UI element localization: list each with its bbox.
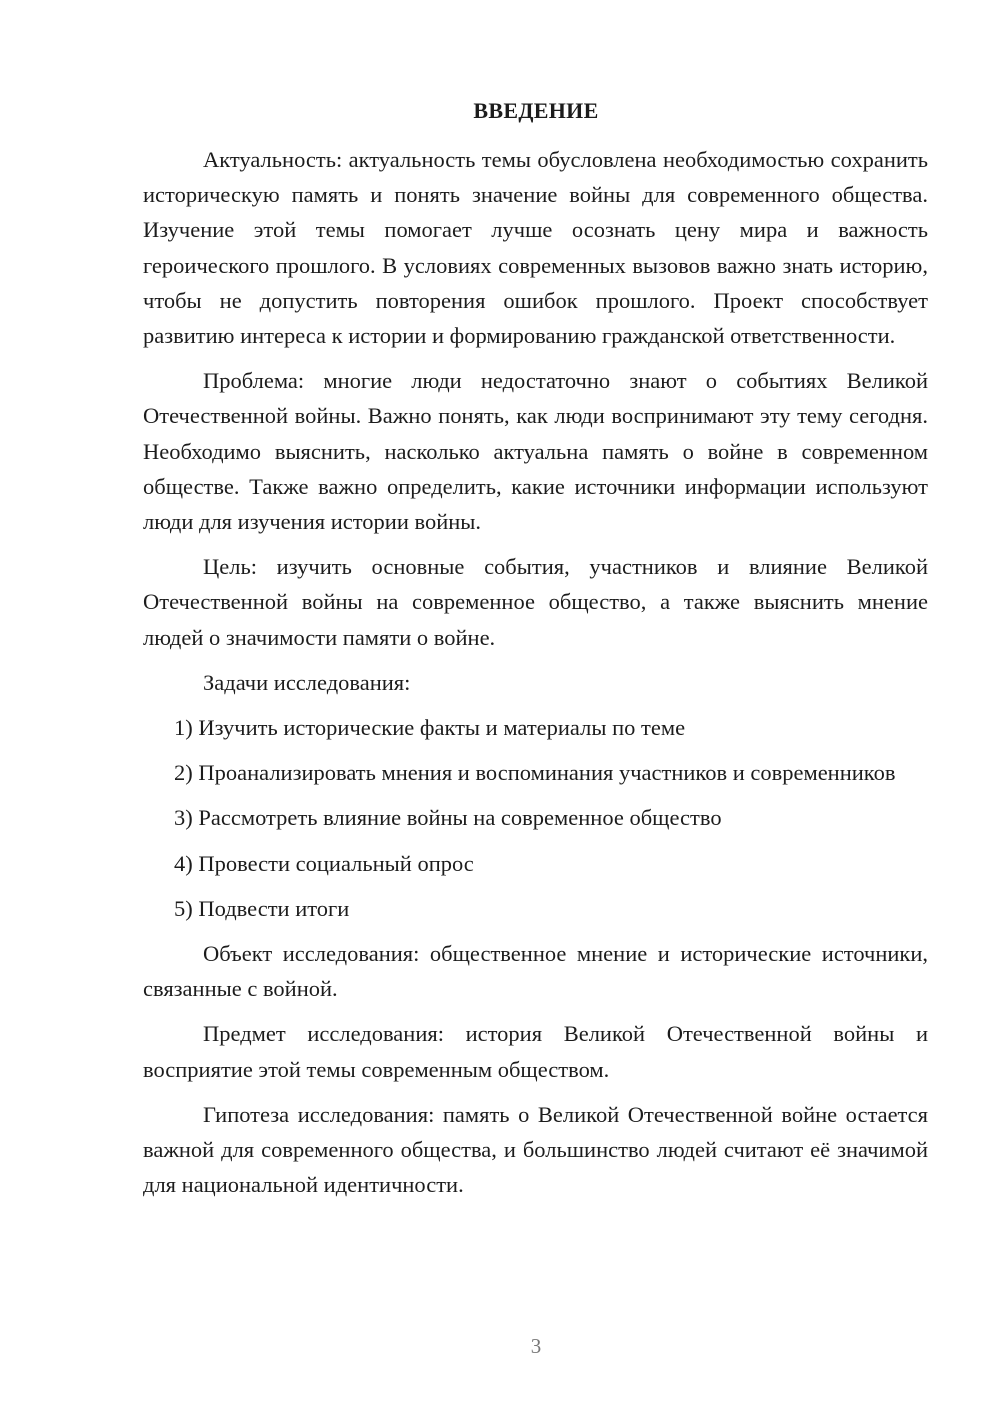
problem-paragraph: Проблема: многие люди недостаточно знают о событиях Великой Отечественной войны. Важно понять, как люди воспринимают эту тему сегодня. Необходимо выяснить, насколько актуальна память о войне в современном обществе. Также важно определить, какие источники информации используют люди для изучения истории войны.	[143, 368, 928, 535]
task-item-1: 1) Изучить исторические факты и материалы по теме	[174, 715, 686, 741]
hypothesis-paragraph: Гипотеза исследования: память о Великой Отечественной войне остается важной для современного общества, и большинство людей считают её значимой для национальной идентичности.	[143, 1101, 928, 1198]
goal-paragraph: Цель: изучить основные события, участников и влияние Великой Отечественной войны на современное общество, а также выяснить мнение людей о значимости памяти о войне.	[143, 554, 928, 650]
body-text	[143, 142, 928, 1212]
object-paragraph: Объект исследования: общественное мнение и исторические источники, связанные с войной.	[143, 941, 928, 1002]
relevance-paragraph: Актуальность: актуальность темы обусловлена необходимостью сохранить историческую память и понять значение войны для современного общества. Изучение этой темы помогает лучше осознать цену мира и важность героического прошлого. В условиях современных вызовов важно знать историю, чтобы не допустить повторения ошибок прошлого. Проект способствует развитию интереса к истории и формированию гражданской ответственности.	[143, 147, 928, 349]
tasks-heading: Задачи исследования:	[203, 669, 411, 695]
task-item-3: 3) Рассмотреть влияние войны на современное общество	[174, 805, 722, 831]
task-item-5: 5) Подвести итоги	[174, 895, 350, 921]
page-title: ВВЕДЕНИЕ	[473, 98, 599, 123]
page-number: 3	[530, 1334, 542, 1358]
subject-paragraph: Предмет исследования: история Великой Отечественной войны и восприятие этой темы современным обществом.	[143, 1021, 928, 1082]
task-item-2: 2) Проанализировать мнения и воспоминания участников и современников	[174, 760, 896, 786]
task-item-4: 4) Провести социальный опрос	[174, 850, 474, 876]
